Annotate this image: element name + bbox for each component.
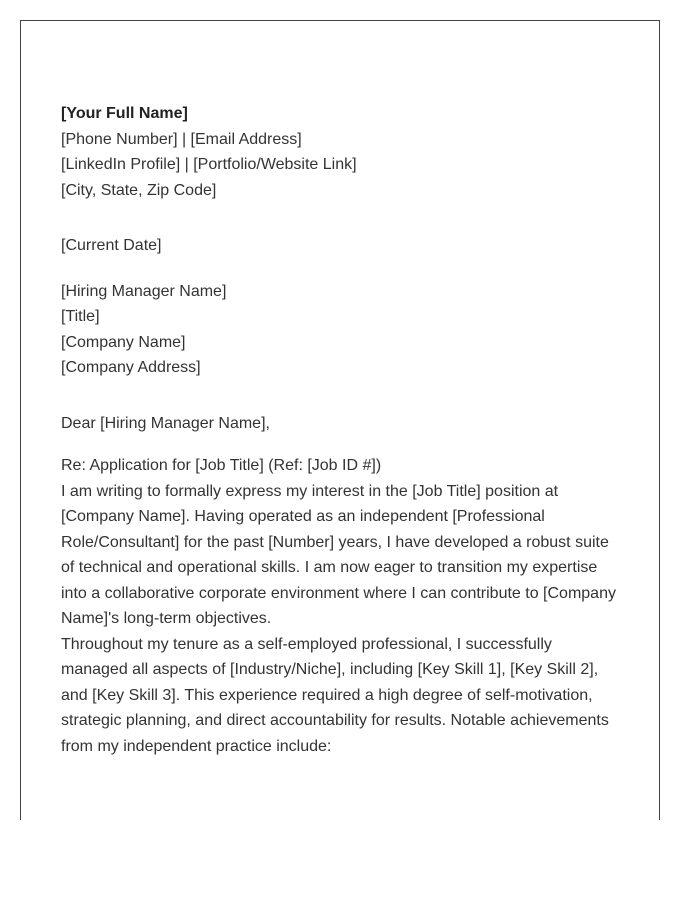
recipient-address: [Company Address]	[61, 359, 201, 376]
paragraph-line: Throughout my tenure as a self-employed professional, I successfully	[61, 635, 552, 653]
salutation	[61, 411, 626, 437]
sender-block	[61, 101, 626, 203]
paragraph-line: Name]'s long-term objectives.	[61, 610, 272, 627]
recipient-title: [Title]	[61, 308, 100, 325]
paragraph-line: [Company Name]. Having operated as an independent [Professional	[61, 508, 545, 525]
paragraph-line: of technical and operational skills. I am now eager to transition my expertise	[61, 559, 598, 576]
paragraph-line: and [Key Skill 3]. This experience required a high degree of self-motivation,	[61, 686, 593, 704]
letter-date: [Current Date]	[61, 237, 162, 254]
letter-body	[61, 101, 626, 759]
paragraph-line: from my independent practice include:	[61, 737, 332, 755]
sender-contact: [Phone Number] | [Email Address]	[61, 130, 302, 148]
subject-text: Re: Application for [Job Title] (Ref: [Job ID #])	[61, 457, 382, 474]
date-block	[61, 233, 626, 259]
recipient-company: [Company Name]	[61, 333, 186, 351]
body-paragraph-2	[61, 632, 626, 760]
sender-location: [City, State, Zip Code]	[61, 181, 217, 199]
paragraph-line: into a collaborative corporate environment where I can contribute to [Company	[61, 584, 616, 602]
paragraph-line: I am writing to formally express my interest in the [Job Title] position at	[61, 482, 559, 500]
recipient-block	[61, 279, 626, 381]
body-paragraph-1	[61, 479, 626, 632]
paragraph-line: managed all aspects of [Industry/Niche], including [Key Skill 1], [Key Skill 2],	[61, 661, 599, 678]
subject-line	[61, 453, 626, 479]
paragraph-line: strategic planning, and direct accountability for results. Notable achievements	[61, 712, 609, 729]
sender-links: [LinkedIn Profile] | [Portfolio/Website Link]	[61, 156, 357, 173]
salutation-text: Dear [Hiring Manager Name],	[61, 414, 270, 432]
recipient-name: [Hiring Manager Name]	[61, 282, 227, 300]
paragraph-line: Role/Consultant] for the past [Number] years, I have developed a robust suite	[61, 533, 609, 551]
sender-name: [Your Full Name]	[61, 105, 188, 122]
letter-page	[20, 20, 660, 820]
